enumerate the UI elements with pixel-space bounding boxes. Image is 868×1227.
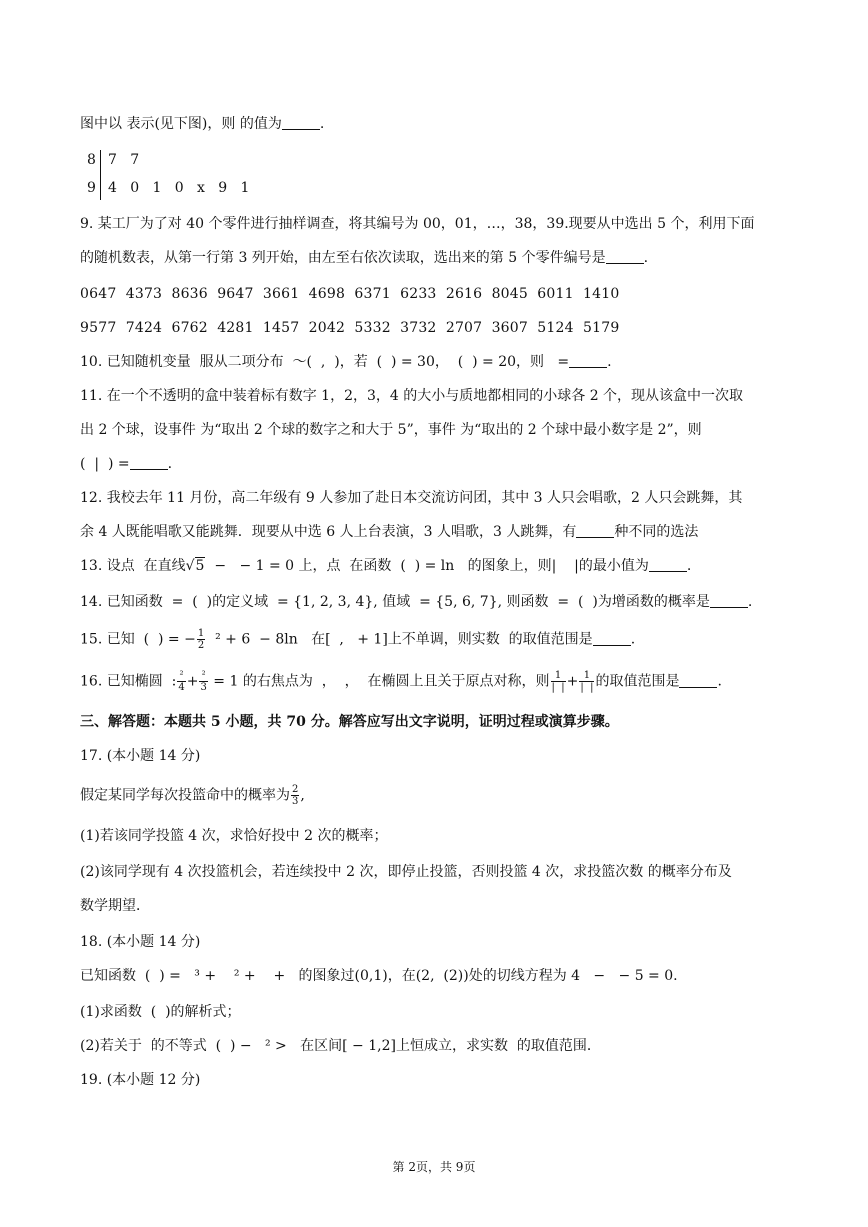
- random-table-row2: 9577 7424 6762 4281 1457 2042 5332 3732 2707 3607 5124 5179: [80, 320, 620, 336]
- q9-line2: 的随机数表，从第一行第 3 列开始，由左至右依次读取，选出来的第 5 个零件编号是 .: [80, 250, 649, 266]
- q13-text: 13. 设点 在直线: [80, 558, 186, 574]
- stem-leaf-divider: [100, 150, 101, 200]
- fraction-1-over-bf: $\frac{1}{| |}$: [580, 670, 594, 693]
- answer-blank: [576, 523, 614, 538]
- fraction-1-over-af: $\frac{1}{| |}$: [551, 670, 565, 693]
- q17-part2-line2: 数学期望．: [80, 898, 150, 914]
- q8-text: 图中以 表示(见下图)，则 的值为: [80, 116, 282, 132]
- q13-text-rest: − − 1 = 0 上，点 在函数 ( ) = ln 的图象上，则| |的最小值为: [205, 558, 649, 574]
- q11-line1: 11. 在一个不透明的盒中装着标有数字 1，2，3，4 的大小与质地都相同的小球各 2 个，现从该盒中一次取: [80, 388, 744, 404]
- answer-blank: [679, 673, 717, 688]
- q16-text-mid: = 1 的右焦点为 ， ， 在椭圆上且关于原点对称，则: [208, 673, 550, 690]
- q12-line1: 12. 我校去年 11 月份，高二年级有 9 人参加了赴日本交流访问团，其中 3 人只会唱歌，2 人只会跳舞，其: [80, 490, 743, 506]
- q16-text: 16. 已知椭圆 :: [80, 673, 177, 690]
- q15-text: 15. 已知 ( ) = −: [80, 631, 196, 648]
- q18-part2: (2)若关于 的不等式 ( ) − ² > 在区间[ − 1,2]上恒成立，求实数 的取值范围．: [80, 1038, 601, 1054]
- answer-blank: [710, 593, 748, 608]
- random-table-row1: 0647 4373 8636 9647 3661 4698 6371 6233 2616 8045 6011 1410: [80, 286, 620, 302]
- stem-row2-stem: 9: [87, 180, 96, 196]
- q11-line3: ( | ) = .: [80, 456, 173, 472]
- q11-line2: 出 2 个球，设事件 为“取出 2 个球的数字之和大于 5”，事件 为“取出的 2 个球中最小数字是 2”，则: [80, 422, 702, 438]
- q17-heading: 17. (本小题 14 分): [80, 748, 201, 764]
- stem-row1-leaves: 7 7: [108, 152, 140, 168]
- q17-part1: (1)若该同学投篮 4 次，求恰好投中 2 次的概率；: [80, 828, 388, 844]
- fraction-x2-over-4: $\frac{\text{²}}{4}$: [178, 670, 185, 693]
- q9-line1: 9. 某工厂为了对 40 个零件进行抽样调查，将其编号为 00，01，…，38，39.现要从中选出 5 个，利用下面: [80, 216, 755, 232]
- q12-text-end: 种不同的选法: [614, 524, 699, 540]
- q11-text: ( | ) =: [80, 456, 130, 472]
- q17-text: 假定某同学每次投篮命中的概率为: [80, 787, 290, 804]
- answer-blank: [593, 631, 631, 646]
- q18-heading: 18. (本小题 14 分): [80, 934, 201, 950]
- stem-row2-leaves: 4 0 1 0 x 9 1: [108, 180, 250, 196]
- q16-text-end: 的取值范围是: [595, 673, 680, 690]
- q18-part1: (1)求函数 ( )的解析式；: [80, 1004, 241, 1020]
- answer-blank: [649, 557, 687, 572]
- q10-line: 10. 已知随机变量 服从二项分布 ～( , )，若 ( ) = 30， ( ) = 20，则 = .: [80, 354, 612, 370]
- answer-blank: [282, 115, 320, 130]
- q9-text: 的随机数表，从第一行第 3 列开始，由左至右依次读取，选出来的第 5 个零件编号是: [80, 250, 606, 266]
- answer-blank: [130, 455, 168, 470]
- page-footer: 第 2页，共 9页: [392, 1160, 476, 1174]
- q10-text: 10. 已知随机变量 服从二项分布 ～( , )，若 ( ) = 30， ( ) = 20，则 =: [80, 354, 570, 370]
- q8-line: 图中以 表示(见下图)，则 的值为 .: [80, 116, 325, 132]
- fraction-two-thirds: $\frac{2}{3}$: [292, 784, 299, 807]
- q15-text-rest: ² + 6 − 8ln 在[ , + 1]上不单调，则实数 的取值范围是: [206, 631, 593, 648]
- plus-sign: +: [566, 673, 579, 690]
- q14-line: 14. 已知函数 = ( )的定义域 = {1, 2, 3, 4}, 值域 = {5, 6, 7}, 则函数 = ( )为增函数的概率是 .: [80, 594, 753, 610]
- section-heading: 三、解答题：本题共 5 小题，共 70 分。解答应写出文字说明，证明过程或演算步骤。: [80, 714, 619, 730]
- q12-text: 余 4 人既能唱歌又能跳舞．现要从中选 6 人上台表演，3 人唱歌，3 人跳舞，有: [80, 524, 577, 540]
- fraction-one-half: $\frac{1}{2}$: [197, 628, 205, 651]
- answer-blank: [606, 249, 644, 264]
- answer-blank: [569, 353, 607, 368]
- q12-line2: [80, 522, 698, 542]
- comma: ,: [300, 787, 305, 804]
- q16-line: 16. 已知椭圆 : $\frac{\text{²}}{4}$ + $\frac{\text{²}}{3}$ = 1 的右焦点为 ， ， 在椭圆上且关于原点对称，则 $\frac{1}{| |}$ + $\frac{1}{| |}$ 的取值范围是 .: [80, 670, 722, 693]
- q15-line: 15. 已知 ( ) = − $\frac{1}{2}$ ² + 6 − 8ln 在[ , + 1]上不单调，则实数 的取值范围是 .: [80, 628, 636, 651]
- q14-text: 14. 已知函数 = ( )的定义域 = {1, 2, 3, 4}, 值域 = {5, 6, 7}, 则函数 = ( )为增函数的概率是: [80, 594, 710, 610]
- q17-stem: [80, 784, 305, 807]
- sqrt-radicand: 5: [195, 558, 205, 574]
- q13-line: 13. 设点 在直线√5 − − 1 = 0 上，点 在函数 ( ) = ln 的图象上，则| |的最小值为 .: [80, 558, 692, 574]
- q19-heading: 19. (本小题 12 分): [80, 1072, 201, 1088]
- plus-sign: +: [186, 673, 199, 690]
- q18-stem: 已知函数 ( ) = ³ + ² + + 的图象过(0,1)，在(2, (2))处的切线方程为 4 − − 5 = 0.: [80, 968, 678, 984]
- fraction-y2-over-3: $\frac{\text{²}}{3}$: [200, 670, 207, 693]
- stem-row1-stem: 8: [87, 152, 96, 168]
- q17-part2-line1: (2)该同学现有 4 次投篮机会，若连续投中 2 次，即停止投篮，否则投篮 4 次，求投篮次数 的概率分布及: [80, 864, 732, 880]
